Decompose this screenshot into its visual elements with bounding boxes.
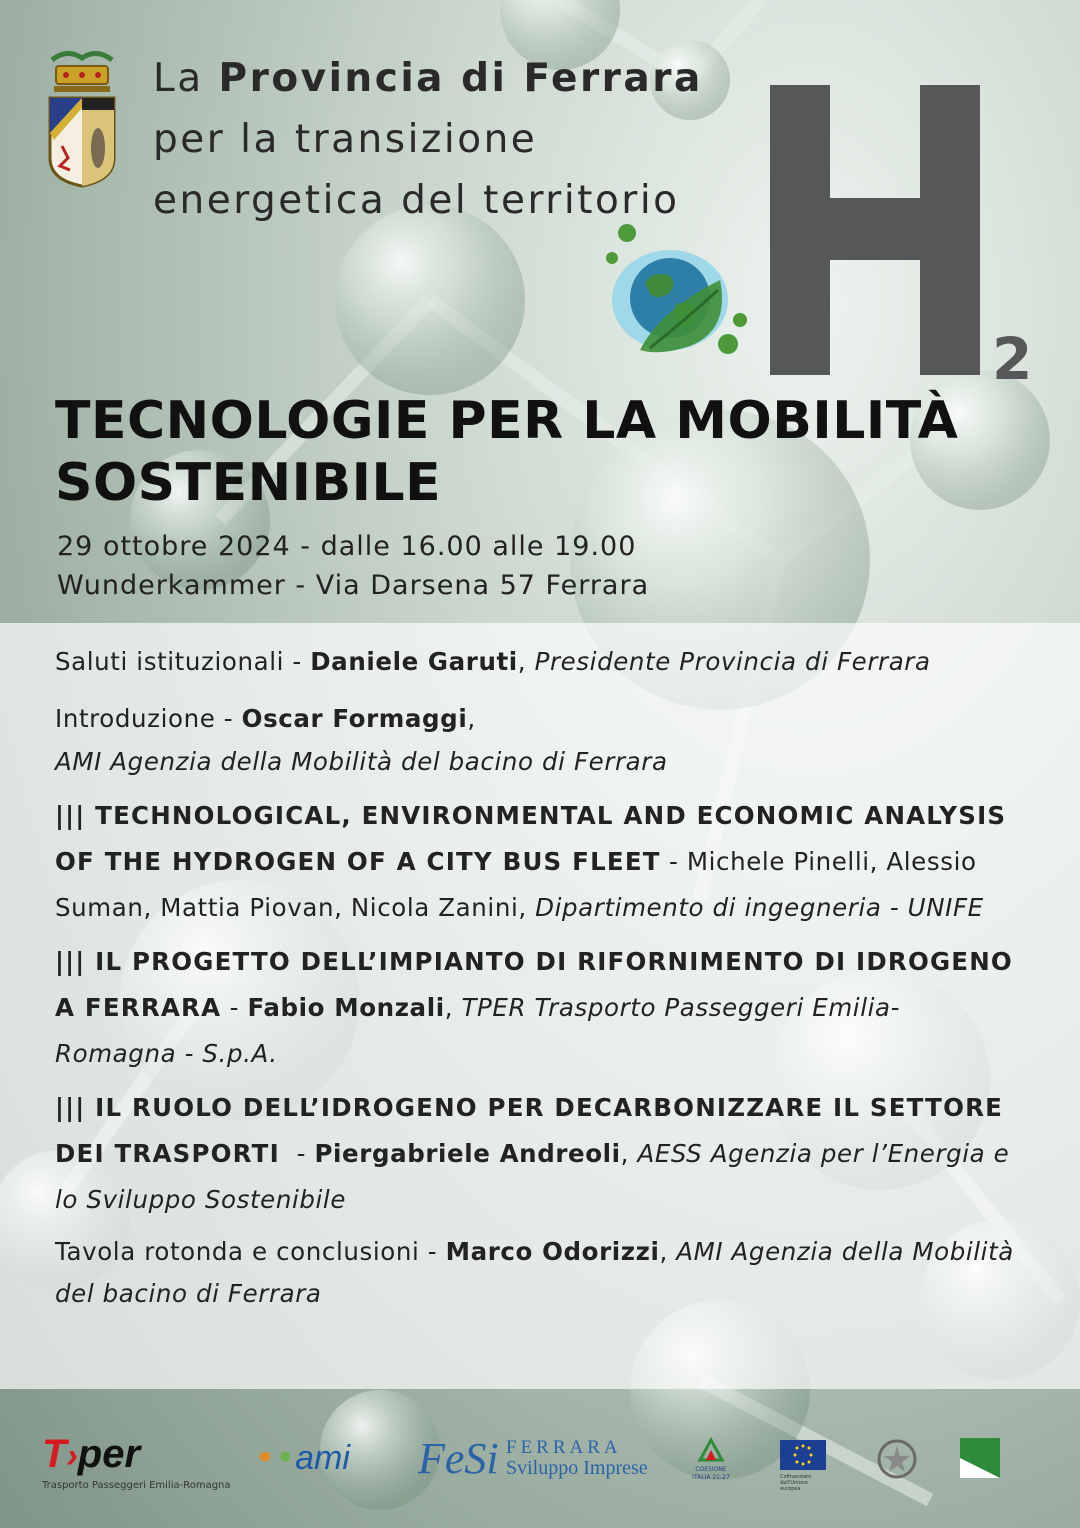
h2-hydrogen-symbol [760, 70, 990, 375]
emilia-romagna-region-logo [960, 1438, 1000, 1482]
sponsor-logos [0, 1420, 1080, 1510]
coesione-italia-logo: COESIONE ITALIA 21-27 [688, 1436, 734, 1482]
program-list [55, 645, 1015, 1325]
event-title: TECNOLOGIE PER LA MOBILITÀ SOSTENIBILE [55, 391, 959, 513]
program-item-introduction: Introduzione - Oscar Formaggi, AMI Agenzia della Mobilità del bacino di Ferrara [55, 704, 668, 776]
program-item-talk-3: ||| IL RUOLO DELL’IDROGENO PER DECARBONIZZARE IL SETTORE DEI TRASPORTI - Piergabriele Andreoli, AESS Agenzia per l’Energia e lo Sviluppo Sostenibile [55, 1093, 1010, 1214]
italian-republic-emblem [876, 1438, 918, 1484]
program-item-talk-2: ||| IL PROGETTO DELL’IMPIANTO DI RIFORNIMENTO DI IDROGENO A FERRARA - Fabio Monzali, TPER Trasporto Passeggeri Emilia-Romagna - S.p.A. [55, 947, 1013, 1068]
event-venue: Wunderkammer - Via Darsena 57 Ferrara [57, 570, 650, 601]
eu-flag-logo: Cofinanziato dall'Unione europea [780, 1440, 828, 1492]
fesi-logo: FeSi FERRARA Sviluppo Imprese [418, 1434, 648, 1483]
ami-logo: ••ami [255, 1438, 350, 1478]
event-date: 29 ottobre 2024 - dalle 16.00 alle 19.00 [57, 531, 637, 562]
program-item-roundtable: Tavola rotonda e conclusioni - Marco Odorizzi, AMI Agenzia della Mobilità del bacino di Ferrara [55, 1237, 1014, 1308]
eu-flag-icon [780, 1440, 826, 1470]
header-title: La Provincia di Ferrara per la transizione energetica del territorio [153, 56, 703, 223]
program-item-talk-1: ||| TECHNOLOGICAL, ENVIRONMENTAL AND ECONOMIC ANALYSIS OF THE HYDROGEN OF A CITY BUS FLEET - Michele Pinelli, Alessio Suman, Mattia Piovan, Nicola Zanini, Dipartimento di ingegneria - UNIFE [55, 801, 1007, 922]
province-crest-logo [42, 48, 122, 188]
program-item-welcome: Saluti istituzionali - Daniele Garuti, Presidente Provincia di Ferrara [55, 647, 931, 676]
tper-logo: T›per Trasporto Passeggeri Emilia-Romagna [42, 1432, 231, 1491]
event-info [57, 527, 649, 605]
globe-leaf-icon [600, 220, 760, 370]
h2-subscript: 2 [992, 325, 1033, 393]
coesione-icon [696, 1436, 726, 1462]
